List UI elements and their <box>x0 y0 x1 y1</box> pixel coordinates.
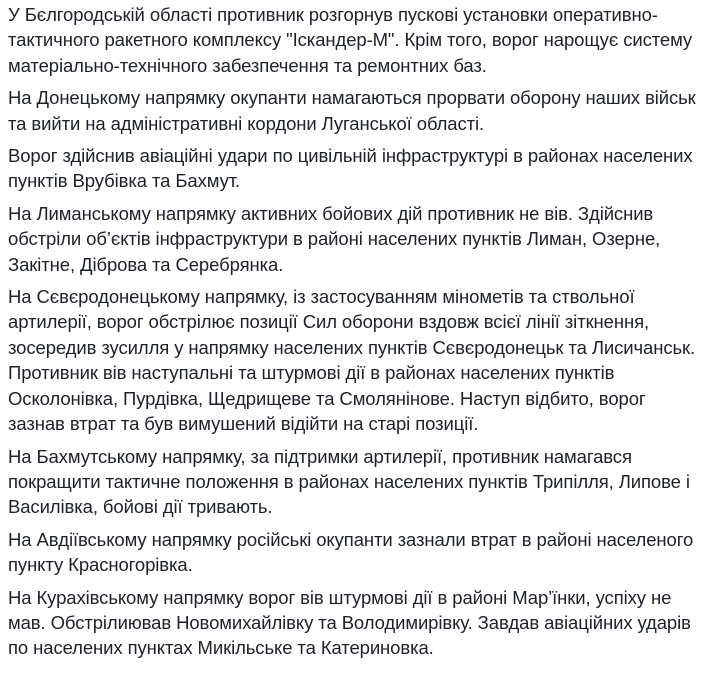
paragraph-belgorod: У Бєлгородській області противник розгорнув пускові установки оперативно-тактичного ракетного комплексу "Іскандер-М". Крім того, ворог нарощує систему матеріально-технічного забезпечення та ремонтних баз. <box>8 4 693 76</box>
paragraph-avdiivka-direction: На Авдіївському напрямку російські окупанти зазнали втрат в районі населеного пункту Красногорівка. <box>8 528 694 576</box>
paragraph-lyman-direction: На Лиманському напрямку активних бойових дій противник не вів. Здійснив обстріли об’єктів інфраструктури в районі населених пунктів Лиман, Озерне, Закітне, Діброва та Серебрянка. <box>8 202 661 275</box>
paragraph-donetsk-direction: На Донецькому напрямку окупанти намагаються прорвати оборону наших військ та вийти на адміністративні кордони Луганської області. <box>8 87 696 134</box>
paragraph-sievierodonetsk-direction: На Сєвєродонецькому напрямку, із застосуванням мінометів та ствольної артилерії, ворог обстрілює позиції Сил оборони вздовж всієї лінії зіткнення, зосередив зусилля у напрямку населених пунктів Сєвєродонецьк та Лисичанськ. Противник вів наступальні та штурмові дії в районах населених пунктів Осколонівка, Пурдівка, Щедрищеве та Смолянінове. Наступ відбито, ворог зазнав втрат та був вимушений відійти на старі позиції. <box>8 286 696 435</box>
paragraph-bakhmut-direction: На Бахмутському напрямку, за підтримки артилерії, противник намагався покращити тактичне положення в районах населених пунктів Трипілля, Липове і Василівка, бойові дії тривають. <box>8 445 690 518</box>
paragraph-kurakhove-direction: На Курахівському напрямку ворог вів штурмові дії в районі Мар’їнки, успіху не мав. Обстрілиював Новомихайлівку та Володимирівку. Завдав авіаційних ударів по населених пунктах Микільське та Катериновка. <box>8 586 691 659</box>
paragraph-air-strikes: Ворог здійснив авіаційні удари по цивільній інфраструктурі в районах населених пунктів Врубівка та Бахмут. <box>8 145 693 192</box>
